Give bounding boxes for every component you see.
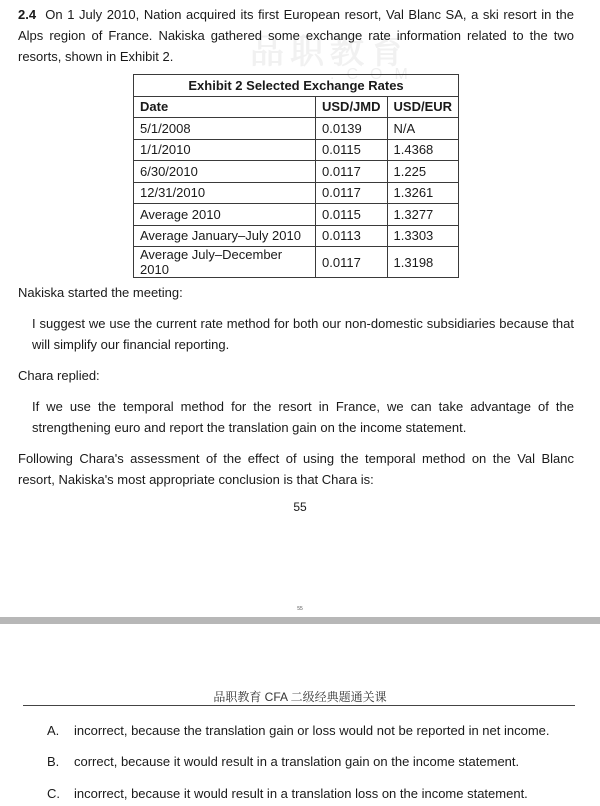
cell-usd-eur: 1.3277 <box>387 204 459 226</box>
cell-usd-jmd: 0.0117 <box>316 182 388 204</box>
question-stem: Following Chara's assessment of the effect of using the temporal method on the Val Blanc resort, Nakiska's most appropriate conclusion is that Chara is: <box>18 451 574 487</box>
cell-usd-eur: N/A <box>387 118 459 140</box>
option-text: incorrect, because the translation gain or loss would not be reported in net income. <box>74 723 550 738</box>
cell-usd-jmd: 0.0115 <box>316 204 388 226</box>
table-row <box>134 118 459 140</box>
cell-usd-eur: 1.3303 <box>387 225 459 247</box>
chara-intro: Chara replied: <box>18 368 100 383</box>
option-text: correct, because it would result in a translation gain on the income statement. <box>74 754 520 769</box>
cell-date: Average July–December 2010 <box>134 247 316 278</box>
cell-usd-jmd: 0.0117 <box>316 161 388 183</box>
cell-date: Average 2010 <box>134 204 316 226</box>
cell-date: Average January–July 2010 <box>134 225 316 247</box>
column-header-date: Date <box>134 96 316 118</box>
cell-date: 12/31/2010 <box>134 182 316 204</box>
cell-usd-jmd: 0.0139 <box>316 118 388 140</box>
header-rule <box>23 705 575 706</box>
exchange-rate-table <box>133 74 459 278</box>
nakiska-intro: Nakiska started the meeting: <box>18 285 183 300</box>
option-text: incorrect, because it would result in a translation loss on the income statement. <box>74 786 528 801</box>
question-intro-text: On 1 July 2010, Nation acquired its first European resort, Val Blanc SA, a ski resort in the Alps region of France. Nakiska gathered some exchange rate information related to the two resorts, shown in Exhibit 2. <box>18 7 574 64</box>
column-header-usd-jmd: USD/JMD <box>316 96 388 118</box>
option-letter: C. <box>47 786 60 801</box>
second-page-header: 品职教育 CFA 二级经典题通关课 <box>213 690 387 704</box>
chara-quote: If we use the temporal method for the resort in France, we can take advantage of the strengthening euro and report the translation gain on the income statement. <box>32 399 574 435</box>
page-divider <box>0 617 600 624</box>
cell-usd-eur: 1.3198 <box>387 247 459 278</box>
cell-usd-eur: 1.225 <box>387 161 459 183</box>
table-row <box>134 225 459 247</box>
cell-usd-jmd: 0.0117 <box>316 247 388 278</box>
table-row <box>134 161 459 183</box>
cell-usd-jmd: 0.0113 <box>316 225 388 247</box>
table-title: Exhibit 2 Selected Exchange Rates <box>134 75 459 97</box>
nakiska-quote: I suggest we use the current rate method for both our non-domestic subsidiaries because that will simplify our financial reporting. <box>32 316 574 352</box>
page-number-small: 55 <box>297 606 303 612</box>
question-number: 2.4 <box>18 7 37 22</box>
watermark-text: .COM <box>330 66 420 83</box>
option-letter: A. <box>47 723 60 738</box>
table-header-row <box>134 96 459 118</box>
table-row <box>134 182 459 204</box>
cell-date: 6/30/2010 <box>134 161 316 183</box>
column-header-usd-eur: USD/EUR <box>387 96 459 118</box>
cell-usd-jmd: 0.0115 <box>316 139 388 161</box>
cell-date: 1/1/2010 <box>134 139 316 161</box>
question-intro <box>18 4 574 67</box>
page-number: 55 <box>293 500 307 514</box>
option-letter: B. <box>47 754 60 769</box>
table-row <box>134 139 459 161</box>
cell-date: 5/1/2008 <box>134 118 316 140</box>
table-row <box>134 204 459 226</box>
watermark-logo: 品职教育 <box>250 33 410 71</box>
table-row <box>134 247 459 278</box>
cell-usd-eur: 1.3261 <box>387 182 459 204</box>
cell-usd-eur: 1.4368 <box>387 139 459 161</box>
